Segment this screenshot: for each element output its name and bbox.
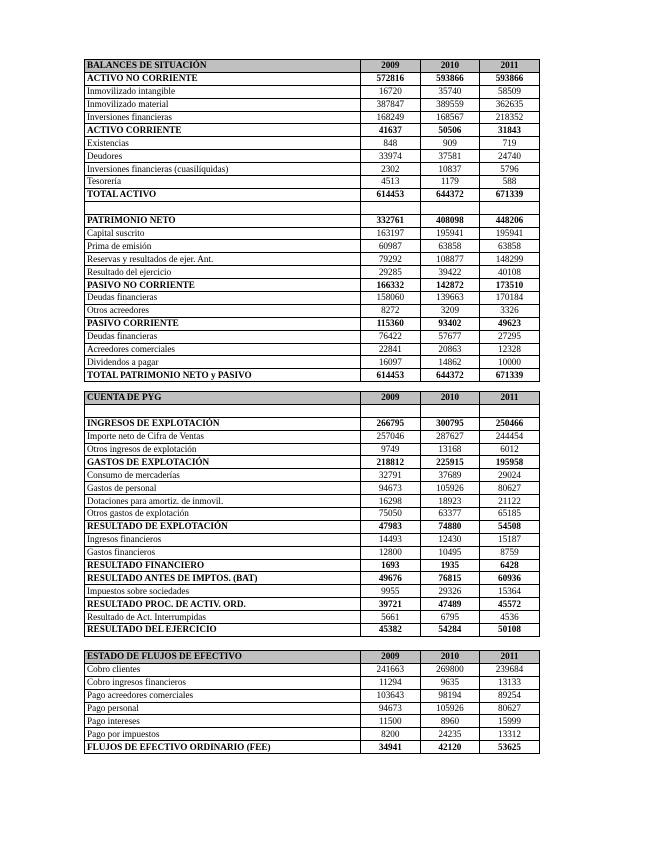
row-label: Inversiones financieras (cuasilíquidas) [85,163,361,176]
value-cell: 244454 [480,430,540,443]
value-cell [480,404,540,417]
value-cell: 60936 [480,572,540,585]
table-row [85,572,540,585]
value-cell: 32791 [361,469,421,482]
value-cell: 241663 [361,663,421,676]
value-cell: 47489 [420,598,480,611]
table-row [85,150,540,163]
row-label: Otros gastos de explotación [85,508,361,521]
value-cell: 94673 [361,702,421,715]
table-row [85,702,540,715]
table-row [85,137,540,150]
value-cell: 35740 [420,85,480,98]
value-cell: 8200 [361,728,421,741]
value-cell: 909 [420,137,480,150]
table-row [85,508,540,521]
value-cell: 49623 [480,317,540,330]
row-label: CUENTA DE PYG [85,392,361,405]
value-cell: 300795 [420,417,480,430]
row-label: RESULTADO PROC. DE ACTIV. ORD. [85,598,361,611]
value-cell: 54508 [480,520,540,533]
row-label: ACTIVO NO CORRIENTE [85,72,361,85]
value-cell: 8960 [420,715,480,728]
value-cell: 239684 [480,663,540,676]
row-label: PATRIMONIO NETO [85,214,361,227]
value-cell: 10000 [480,356,540,369]
value-cell: 60987 [361,240,421,253]
value-cell: 848 [361,137,421,150]
value-cell: 387847 [361,98,421,111]
table-row [85,343,540,356]
value-cell [420,404,480,417]
value-cell: 3326 [480,304,540,317]
value-cell: 40108 [480,266,540,279]
value-cell: 93402 [420,317,480,330]
value-cell: 49676 [361,572,421,585]
value-cell: 4536 [480,611,540,624]
cash-flow-table [84,650,540,754]
value-cell: 16097 [361,356,421,369]
row-label: Pago intereses [85,715,361,728]
value-cell: 15187 [480,533,540,546]
value-cell: 166332 [361,279,421,292]
value-cell: 173510 [480,279,540,292]
value-cell: 20863 [420,343,480,356]
value-cell: 9635 [420,676,480,689]
table-row [85,559,540,572]
table-row [85,330,540,343]
row-label: PASIVO CORRIENTE [85,317,361,330]
value-cell: 408098 [420,214,480,227]
value-cell: 24740 [480,150,540,163]
table-row [85,292,540,305]
value-cell: 218812 [361,456,421,469]
table-header-row [85,651,540,664]
value-cell: 24235 [420,728,480,741]
value-cell: 170184 [480,292,540,305]
table-row [85,214,540,227]
value-cell: 42120 [420,741,480,754]
row-label: TOTAL ACTIVO [85,188,361,201]
row-label: Pago por impuestos [85,728,361,741]
year-header-cell: 2009 [361,651,421,664]
value-cell: 614453 [361,369,421,382]
row-label: Dividendos a pagar [85,356,361,369]
table-row [85,741,540,754]
value-cell: 103643 [361,689,421,702]
value-cell: 218352 [480,111,540,124]
row-label: Existencias [85,137,361,150]
value-cell: 108877 [420,253,480,266]
row-label: Pago acreedores comerciales [85,689,361,702]
table-row [85,495,540,508]
value-cell: 115360 [361,317,421,330]
value-cell: 53625 [480,741,540,754]
value-cell: 105926 [420,702,480,715]
value-cell: 34941 [361,741,421,754]
value-cell: 671339 [480,369,540,382]
value-cell: 13168 [420,443,480,456]
value-cell: 12800 [361,546,421,559]
table-header-row [85,392,540,405]
spacer-row [85,404,540,417]
value-cell: 5796 [480,163,540,176]
value-cell: 47983 [361,520,421,533]
value-cell: 39422 [420,266,480,279]
value-cell: 362635 [480,98,540,111]
value-cell: 105926 [420,482,480,495]
row-label: Inmovilizado material [85,98,361,111]
value-cell: 719 [480,137,540,150]
value-cell [420,201,480,214]
value-cell: 57677 [420,330,480,343]
table-row [85,227,540,240]
row-label: INGRESOS DE EXPLOTACIÓN [85,417,361,430]
row-label: ESTADO DE FLUJOS DE EFECTIVO [85,651,361,664]
value-cell: 50108 [480,624,540,637]
row-label: Gastos de personal [85,482,361,495]
value-cell: 644372 [420,188,480,201]
row-label: Inmovilizado intangible [85,85,361,98]
value-cell: 287627 [420,430,480,443]
table-row [85,188,540,201]
value-cell: 168567 [420,111,480,124]
value-cell: 158060 [361,292,421,305]
table-row [85,304,540,317]
value-cell: 29326 [420,585,480,598]
value-cell: 13312 [480,728,540,741]
row-label: Ingresos financieros [85,533,361,546]
table-row [85,533,540,546]
row-label: FLUJOS DE EFECTIVO ORDINARIO (FEE) [85,741,361,754]
table-row [85,585,540,598]
year-header-cell: 2010 [420,392,480,405]
row-label: Otros ingresos de explotación [85,443,361,456]
row-label: RESULTADO ANTES DE IMPTOS. (BAT) [85,572,361,585]
value-cell: 39721 [361,598,421,611]
value-cell [361,201,421,214]
value-cell: 148299 [480,253,540,266]
value-cell: 22841 [361,343,421,356]
table-row [85,240,540,253]
table-row [85,598,540,611]
value-cell: 671339 [480,188,540,201]
year-header-cell: 2011 [480,392,540,405]
table-header-row [85,60,540,73]
value-cell: 257046 [361,430,421,443]
row-label: RESULTADO DE EXPLOTACIÓN [85,520,361,533]
value-cell: 10495 [420,546,480,559]
value-cell: 195958 [480,456,540,469]
row-label: Importe neto de Cifra de Ventas [85,430,361,443]
row-label: Prima de emisión [85,240,361,253]
value-cell: 11500 [361,715,421,728]
value-cell: 21122 [480,495,540,508]
row-label [85,404,361,417]
value-cell [361,404,421,417]
year-header-cell: 2009 [361,60,421,73]
row-label: Dotaciones para amortiz. de inmovil. [85,495,361,508]
row-label: Capital suscrito [85,227,361,240]
value-cell: 10837 [420,163,480,176]
table-row [85,111,540,124]
year-header-cell: 2011 [480,651,540,664]
value-cell: 142872 [420,279,480,292]
value-cell: 13133 [480,676,540,689]
value-cell: 3209 [420,304,480,317]
value-cell: 593866 [480,72,540,85]
table-row [85,546,540,559]
row-label: GASTOS DE EXPLOTACIÓN [85,456,361,469]
value-cell: 74880 [420,520,480,533]
value-cell: 8759 [480,546,540,559]
table-row [85,176,540,189]
row-label: RESULTADO FINANCIERO [85,559,361,572]
row-label: Resultado de Act. Interrumpidas [85,611,361,624]
table-row [85,72,540,85]
value-cell: 12328 [480,343,540,356]
value-cell: 29024 [480,469,540,482]
row-label: Cobro clientes [85,663,361,676]
table-row [85,443,540,456]
value-cell: 37689 [420,469,480,482]
table-row [85,676,540,689]
value-cell: 80627 [480,702,540,715]
value-cell: 75050 [361,508,421,521]
value-cell: 614453 [361,188,421,201]
value-cell: 94673 [361,482,421,495]
year-header-cell: 2010 [420,60,480,73]
row-label: Gastos financieros [85,546,361,559]
table-row [85,266,540,279]
value-cell: 588 [480,176,540,189]
value-cell: 79292 [361,253,421,266]
value-cell: 76815 [420,572,480,585]
value-cell: 332761 [361,214,421,227]
value-cell: 89254 [480,689,540,702]
table-row [85,85,540,98]
value-cell: 45382 [361,624,421,637]
table-row [85,482,540,495]
value-cell: 1693 [361,559,421,572]
row-label [85,201,361,214]
row-label: Pago personal [85,702,361,715]
table-row [85,663,540,676]
table-row [85,253,540,266]
value-cell: 225915 [420,456,480,469]
value-cell: 6428 [480,559,540,572]
row-label: Consumo de mercaderías [85,469,361,482]
value-cell: 6012 [480,443,540,456]
value-cell: 195941 [480,227,540,240]
table-row [85,715,540,728]
value-cell: 4513 [361,176,421,189]
table-row [85,520,540,533]
value-cell: 65185 [480,508,540,521]
table-row [85,728,540,741]
value-cell: 14493 [361,533,421,546]
row-label: Tesorería [85,176,361,189]
table-row [85,124,540,137]
value-cell: 54284 [420,624,480,637]
value-cell: 644372 [420,369,480,382]
row-label: Otros acreedores [85,304,361,317]
row-label: PASIVO NO CORRIENTE [85,279,361,292]
spacer-row [85,201,540,214]
value-cell: 2302 [361,163,421,176]
value-cell: 63377 [420,508,480,521]
row-label: Reservas y resultados de ejer. Ant. [85,253,361,266]
row-label: Deudores [85,150,361,163]
value-cell: 98194 [420,689,480,702]
value-cell: 1179 [420,176,480,189]
value-cell: 63858 [420,240,480,253]
year-header-cell: 2011 [480,60,540,73]
value-cell: 16720 [361,85,421,98]
income-statement-table [84,391,540,637]
value-cell: 63858 [480,240,540,253]
value-cell: 389559 [420,98,480,111]
row-label: Resultado del ejercicio [85,266,361,279]
year-header-cell: 2010 [420,651,480,664]
row-label: BALANCES DE SITUACIÓN [85,60,361,73]
table-row [85,279,540,292]
table-row [85,356,540,369]
value-cell: 139663 [420,292,480,305]
value-cell [480,201,540,214]
value-cell: 18923 [420,495,480,508]
value-cell: 250466 [480,417,540,430]
row-label: RESULTADO DEL EJERCICIO [85,624,361,637]
value-cell: 50506 [420,124,480,137]
row-label: TOTAL PATRIMONIO NETO y PASIVO [85,369,361,382]
table-row [85,98,540,111]
value-cell: 269800 [420,663,480,676]
row-label: Impuestos sobre sociedades [85,585,361,598]
value-cell: 163197 [361,227,421,240]
value-cell: 14862 [420,356,480,369]
value-cell: 58509 [480,85,540,98]
row-label: Acreedores comerciales [85,343,361,356]
value-cell: 8272 [361,304,421,317]
value-cell: 27295 [480,330,540,343]
year-header-cell: 2009 [361,392,421,405]
value-cell: 1935 [420,559,480,572]
row-label: Deudas financieras [85,292,361,305]
table-row [85,417,540,430]
table-row [85,469,540,482]
value-cell: 6795 [420,611,480,624]
balance-sheet-table [84,59,540,382]
table-row [85,624,540,637]
value-cell: 593866 [420,72,480,85]
value-cell: 168249 [361,111,421,124]
value-cell: 41637 [361,124,421,137]
value-cell: 9955 [361,585,421,598]
value-cell: 37581 [420,150,480,163]
table-row [85,369,540,382]
value-cell: 9749 [361,443,421,456]
value-cell: 80627 [480,482,540,495]
value-cell: 266795 [361,417,421,430]
value-cell: 195941 [420,227,480,240]
row-label: Deudas financieras [85,330,361,343]
value-cell: 15364 [480,585,540,598]
value-cell: 11294 [361,676,421,689]
table-row [85,689,540,702]
value-cell: 448206 [480,214,540,227]
row-label: Cobro ingresos financieros [85,676,361,689]
value-cell: 29285 [361,266,421,279]
table-row [85,456,540,469]
value-cell: 45572 [480,598,540,611]
value-cell: 33974 [361,150,421,163]
table-row [85,317,540,330]
value-cell: 5661 [361,611,421,624]
table-row [85,163,540,176]
value-cell: 12430 [420,533,480,546]
value-cell: 16298 [361,495,421,508]
value-cell: 572816 [361,72,421,85]
value-cell: 31843 [480,124,540,137]
row-label: ACTIVO CORRIENTE [85,124,361,137]
table-row [85,430,540,443]
value-cell: 15999 [480,715,540,728]
table-row [85,611,540,624]
row-label: Inversiones financieras [85,111,361,124]
value-cell: 76422 [361,330,421,343]
